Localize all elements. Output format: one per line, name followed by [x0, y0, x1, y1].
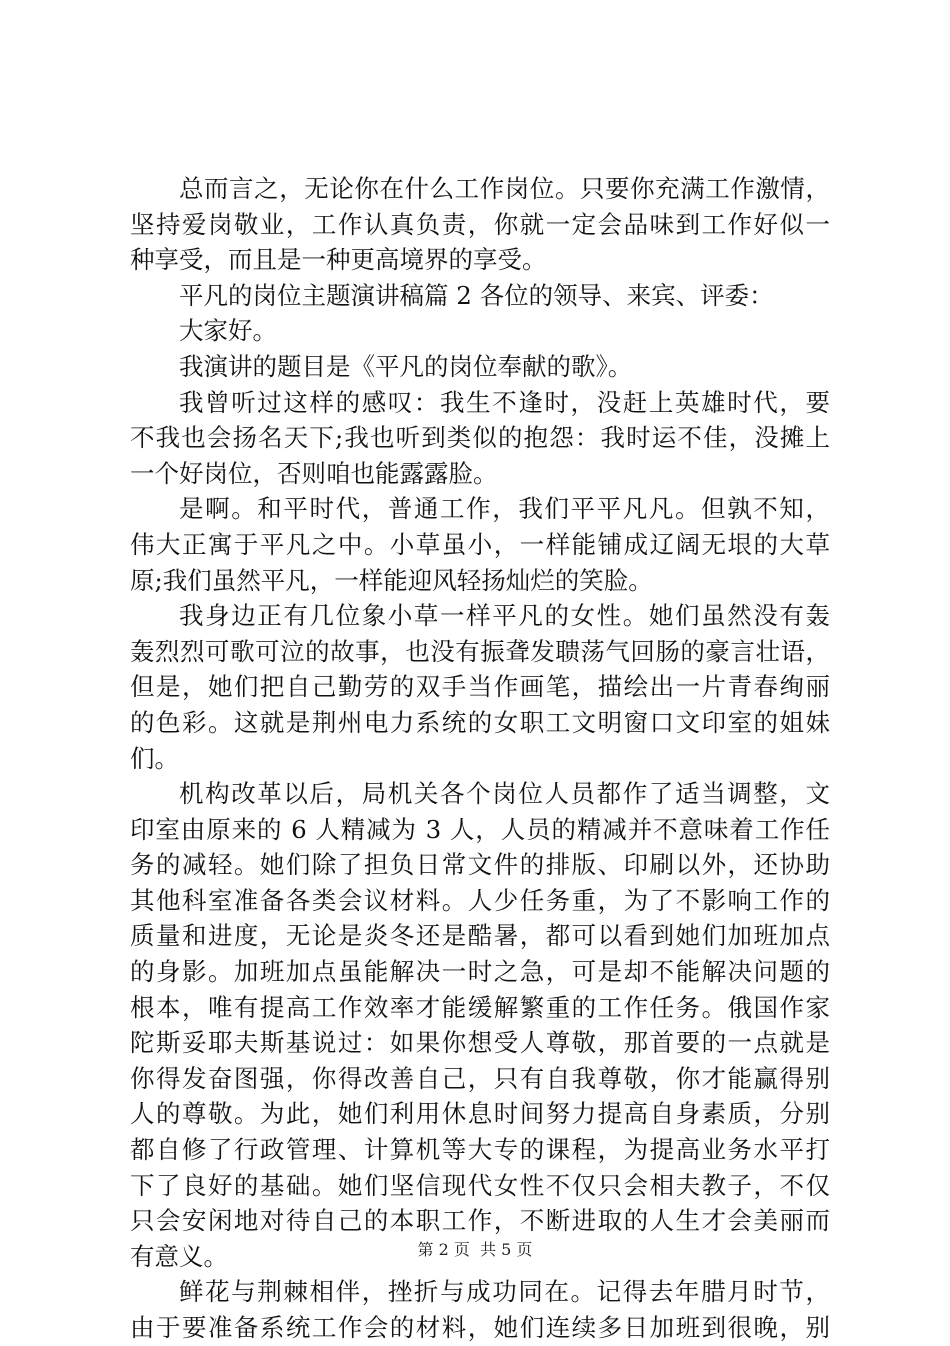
text-line: 总而言之，无论你在什么工作岗位。只要你充满工作激情， — [179, 174, 830, 203]
text-line: 都自修了行政管理、计算机等大专的课程，为提高业务水平打 — [130, 1135, 830, 1165]
text-line: 轰烈烈可歌可泣的故事，也没有振聋发聩荡气回肠的豪言壮语， — [130, 636, 830, 666]
text-line: 鲜花与荆棘相伴，挫折与成功同在。记得去年腊月时节， — [179, 1277, 830, 1307]
page-number-footer: 第 2 页 共 5 页 — [417, 1240, 533, 1259]
text-line: 平凡的岗位主题演讲稿篇 2 各位的领导、来宾、评委： — [179, 280, 774, 310]
text-line: 印室由原来的 6 人精减为 3 人，人员的精减并不意味着工作任 — [130, 814, 830, 844]
text-line: 机构改革以后，局机关各个岗位人员都作了适当调整，文 — [179, 779, 830, 809]
text-line: 伟大正寓于平凡之中。小草虽小，一样能铺成辽阔无垠的大草 — [130, 529, 830, 559]
text-line: 务的减轻。她们除了担负日常文件的排版、印刷以外，还协助 — [130, 850, 830, 880]
text-line: 是啊。和平时代，普通工作，我们平平凡凡。但孰不知， — [179, 494, 830, 524]
text-line: 你得发奋图强，你得改善自己，只有自我尊敬，你才能赢得别 — [130, 1063, 830, 1093]
text-line: 坚持爱岗敬业，工作认真负责，你就一定会品味到工作好似一 — [130, 209, 830, 239]
text-line: 原;我们虽然平凡，一样能迎风轻扬灿烂的笑脸。 — [130, 565, 653, 595]
text-line: 陀斯妥耶夫斯基说过：如果你想受人尊敬，那首要的一点就是 — [130, 1028, 830, 1058]
text-line: 一个好岗位，否则咱也能露露脸。 — [130, 458, 498, 488]
text-line: 的身影。加班加点虽能解决一时之急，可是却不能解决问题的 — [130, 957, 830, 987]
text-line: 但是，她们把自己勤劳的双手当作画笔，描绘出一片青春绚丽 — [130, 672, 830, 702]
text-line: 有意义。 — [130, 1241, 228, 1271]
text-line: 种享受，而且是一种更高境界的享受。 — [130, 245, 547, 275]
text-line: 根本，唯有提高工作效率才能缓解繁重的工作任务。俄国作家 — [130, 992, 830, 1022]
text-line: 下了良好的基础。她们坚信现代女性不仅只会相夫教子，不仅 — [130, 1170, 830, 1200]
text-line: 其他科室准备各类会议材料。人少任务重，为了不影响工作的 — [130, 885, 830, 915]
text-line: 们。 — [130, 743, 179, 773]
text-line: 由于要准备系统工作会的材料，她们连续多日加班到很晚，别 — [130, 1313, 830, 1342]
text-line: 大家好。 — [179, 316, 277, 346]
body-text — [130, 171, 830, 1346]
text-line: 人的尊敬。为此，她们利用休息时间努力提高自身素质，分别 — [130, 1099, 830, 1129]
text-line: 的色彩。这就是荆州电力系统的女职工文明窗口文印室的姐妹 — [130, 707, 830, 737]
text-line: 我身边正有几位象小草一样平凡的女性。她们虽然没有轰 — [179, 601, 830, 631]
text-line: 质量和进度，无论是炎冬还是酷暑，都可以看到她们加班加点 — [130, 921, 830, 951]
text-line: 我演讲的题目是《平凡的岗位奉献的歌》。 — [179, 351, 633, 381]
text-line: 我曾听过这样的感叹：我生不逢时，没赶上英雄时代，要 — [179, 387, 830, 417]
text-line: 只会安闲地对待自己的本职工作，不断进取的人生才会美丽而 — [130, 1206, 830, 1236]
text-line: 不我也会扬名天下;我也听到类似的抱怨：我时运不佳，没摊上 — [130, 423, 830, 453]
